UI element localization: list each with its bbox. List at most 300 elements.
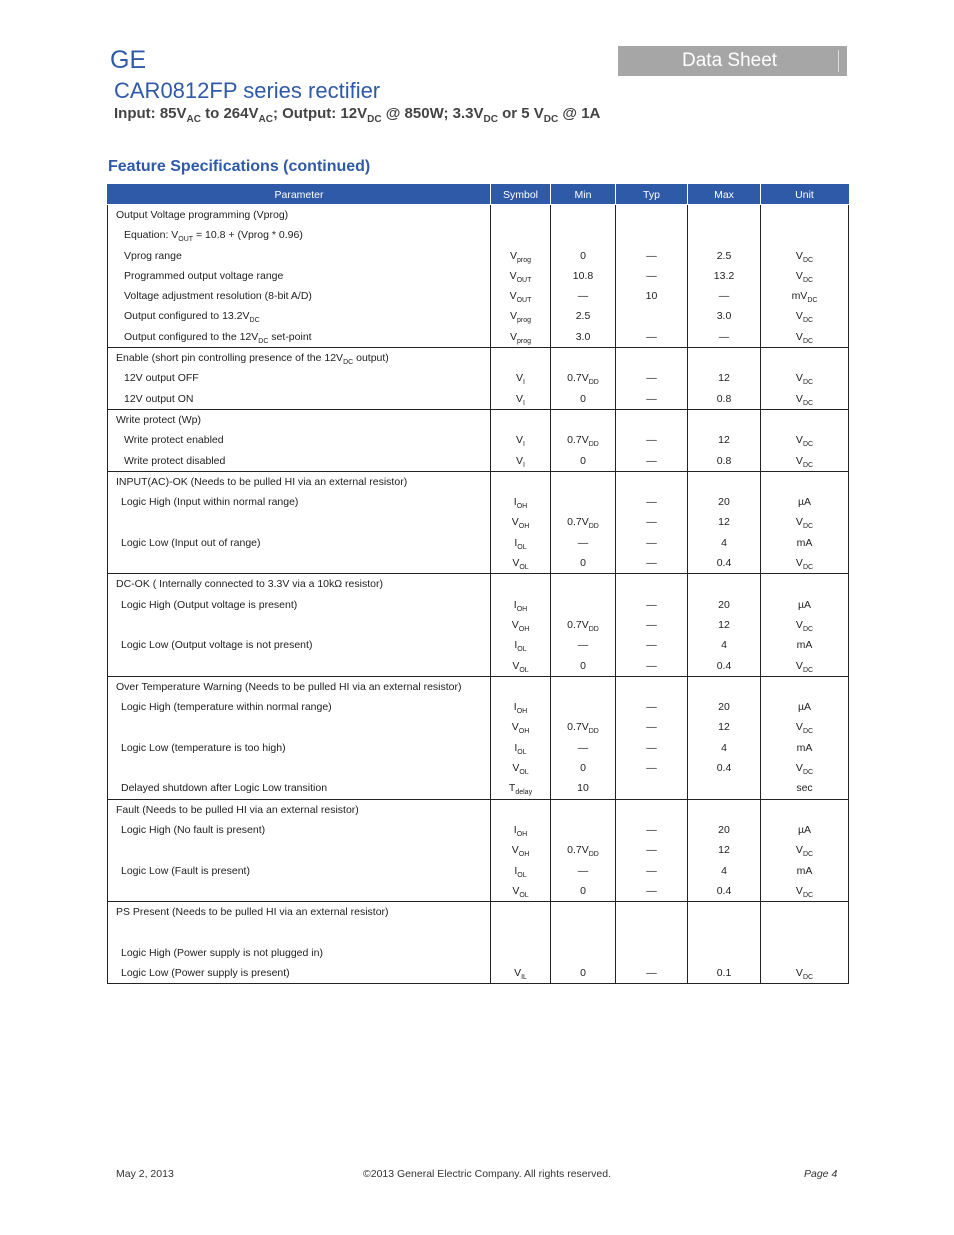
max-value [688,574,760,594]
cell-symbol [491,348,551,410]
cell-symbol [491,676,551,799]
parameter-value: 12V output ON [124,392,194,405]
typ-value: — [646,884,657,897]
parameter-value: Logic Low (Input out of range) [121,536,261,549]
max-value: 0.4 [716,659,732,672]
spec-group [108,902,849,984]
max-value: 20 [718,823,730,836]
symbol-value: $I_{OH}$ [513,823,528,838]
min-value: — [577,639,589,652]
parameter-value [108,512,490,532]
symbol-value [491,902,550,922]
symbol-value [491,677,550,697]
parameter-value [108,922,490,942]
col-header-typ: Typ [616,185,688,205]
subtitle-text: @ 1A [558,105,601,122]
max-value: 0.8 [716,392,732,405]
unit-value: $V_{DC}$ [795,454,814,469]
cell-max [688,676,761,799]
parameter-value: Equation: $V_{OUT} = 10.8$ + (Vprog * 0.96) [124,229,303,244]
parameter-value: Write protect (Wp) [116,413,201,426]
max-value: 4 [721,741,727,754]
unit-value [761,800,848,820]
subtitle-subscript: AC [186,114,201,125]
cell-unit [761,902,849,984]
max-value [688,410,760,430]
min-value: $0.7V_{DD}$ [567,618,599,634]
typ-value [616,225,687,245]
max-value [688,225,760,245]
typ-value: — [646,372,657,385]
cell-typ [616,799,688,901]
table-row [108,348,849,410]
symbol-value [491,348,550,368]
cell-typ [616,471,688,573]
typ-value [616,205,687,225]
cell-min [551,205,616,348]
col-header-max: Max [688,185,761,205]
cell-unit [761,574,849,676]
typ-value: — [646,966,657,979]
min-value: — [577,290,589,303]
cell-unit [761,799,849,901]
min-value: 0 [580,884,586,897]
min-value: 10.8 [572,269,594,282]
table-row [108,574,849,676]
footer-page-number: Page 4 [804,1168,838,1180]
parameter-value: Write protect enabled [124,434,224,447]
cell-parameter [108,799,491,901]
unit-value: $V_{DC}$ [795,557,814,572]
symbol-value [491,943,550,963]
symbol-value: $V_{OH}$ [511,516,530,531]
min-value: 0 [580,249,586,262]
max-value [688,205,760,225]
spec-group [108,205,849,348]
table-row [108,205,849,348]
spec-group [108,574,849,676]
symbol-value: $V_{prog}$ [509,249,532,264]
symbol-value [491,205,550,225]
min-value [551,205,615,225]
unit-value: $V_{DC}$ [795,372,814,387]
parameter-value: DC-OK ( Internally connected to 3.3V via a 10kΩ resistor) [116,578,383,591]
typ-value: — [646,434,657,447]
cell-typ [616,348,688,410]
subtitle-subscript: DC [367,114,382,125]
cell-unit [761,471,849,573]
ge-logo: GE [110,46,147,74]
section-title: Feature Specifications (continued) [108,158,371,175]
parameter-value: Logic Low (Power supply is present) [121,966,290,979]
cell-parameter [108,348,491,410]
parameter-value [108,840,490,860]
parameter-value: Output configured to the $12V_{DC}$ set-point [124,330,312,345]
cell-min [551,348,616,410]
cell-typ [616,574,688,676]
symbol-value: $V_{OUT}$ [509,269,532,284]
typ-value: — [646,844,657,857]
symbol-value: $I_{OL}$ [514,536,527,551]
max-value: 12 [718,618,730,631]
unit-value: $V_{DC}$ [795,392,814,407]
min-value: $0.7V_{DD}$ [567,516,599,531]
max-value: 0.1 [716,966,732,979]
symbol-value: $V_I$ [516,434,525,449]
min-value: 0 [580,659,586,672]
min-value [551,697,615,717]
unit-value [761,225,848,245]
symbol-value: $I_{OH}$ [513,701,528,716]
unit-value [761,348,848,368]
parameter-value: Fault (Needs to be pulled HI via an external resistor) [116,803,359,816]
symbol-value: $V_{OL}$ [512,557,529,572]
min-value: $0.7V_{DD}$ [567,434,599,449]
unit-value: $mV_{DC}$ [791,290,818,305]
max-value: 0.4 [716,884,732,897]
cell-parameter [108,471,491,573]
unit-value: µA [797,496,812,509]
parameter-value: Voltage adjustment resolution (8-bit A/D) [124,290,312,303]
max-value: 0.4 [716,557,732,570]
max-value: 12 [718,434,730,447]
unit-value: $V_{DC}$ [795,249,814,264]
max-value: 3.0 [716,310,732,323]
parameter-value [108,758,490,778]
col-header-symbol: Symbol [491,185,551,205]
max-value: 20 [718,701,730,714]
cell-parameter [108,205,491,348]
data-sheet-label: Data Sheet [682,50,778,71]
parameter-value: Logic Low (Fault is present) [121,864,250,877]
unit-value [761,472,848,492]
typ-value: — [646,823,657,836]
symbol-value: $V_I$ [516,392,525,407]
table-header-row [108,185,849,205]
symbol-value [491,574,550,594]
subtitle-text: @ 850W; 3.3V [381,105,484,122]
parameter-value [108,553,490,573]
parameter-value [108,717,490,737]
unit-value: mA [796,864,813,877]
typ-value [616,472,687,492]
symbol-value [491,800,550,820]
typ-value: — [646,741,657,754]
max-value [688,348,760,368]
cell-max [688,348,761,410]
max-value: 2.5 [716,249,732,262]
spec-group [108,676,849,799]
typ-value: — [646,598,657,611]
min-value: — [577,864,589,877]
typ-value: — [646,330,657,343]
cell-unit [761,409,849,471]
parameter-value: Logic High (temperature within normal range) [121,701,332,714]
parameter-value: Enable (short pin controlling presence of the $12V_{DC}$ output) [116,352,389,367]
cell-min [551,676,616,799]
parameter-value: Output Voltage programming (Vprog) [116,209,289,221]
min-value: 0 [580,762,586,775]
min-value: 3.0 [575,330,591,343]
unit-value: $V_{DC}$ [795,762,814,777]
min-value [551,922,615,942]
cell-parameter [108,676,491,799]
cell-typ [616,902,688,984]
symbol-value: $V_{prog}$ [509,310,532,325]
typ-value: — [646,496,657,509]
min-value: $0.7V_{DD}$ [567,372,599,387]
parameter-value: Write protect disabled [124,454,226,467]
document-title: CAR0812FP series rectifier [114,78,381,103]
table-row [108,799,849,901]
typ-value: — [646,516,657,529]
typ-value [616,922,687,942]
cell-symbol [491,902,551,984]
unit-value: $V_{DC}$ [795,659,814,674]
unit-value: $V_{DC}$ [795,844,814,859]
cell-max [688,205,761,348]
min-value: 10 [577,782,589,795]
cell-min [551,409,616,471]
cell-symbol [491,409,551,471]
symbol-value: $V_I$ [516,454,525,469]
unit-value: $V_{DC}$ [795,310,814,325]
max-value: — [718,330,730,343]
subtitle-text: to 264V [200,105,259,122]
min-value [551,472,615,492]
min-value [551,902,615,922]
typ-value: 10 [645,290,658,303]
symbol-value: $V_{OH}$ [511,721,530,736]
unit-value: $V_{DC}$ [795,884,814,899]
cell-max [688,574,761,676]
badge-divider [838,50,839,72]
max-value [688,677,760,697]
subtitle-subscript: DC [483,114,498,125]
typ-value: — [646,618,657,631]
unit-value [761,205,848,225]
cell-max [688,902,761,984]
min-value: $0.7V_{DD}$ [567,721,599,736]
col-header-unit: Unit [761,185,849,205]
typ-value: — [646,639,657,652]
typ-value: — [646,701,657,714]
cell-max [688,799,761,901]
min-value [551,574,615,594]
subtitle-text: Input: 85V [114,105,187,122]
parameter-value: Logic High (Power supply is not plugged in) [121,946,323,959]
symbol-value [491,472,550,492]
typ-value: — [646,659,657,672]
col-header-min: Min [551,185,616,205]
unit-value [761,677,848,697]
unit-value: mA [796,741,813,754]
symbol-value: $V_I$ [516,372,525,387]
unit-value: mA [796,639,813,652]
parameter-value: Output configured to $13.2V_{DC}$ [124,310,260,325]
unit-value [761,902,848,922]
parameter-value: Programmed output voltage range [124,269,284,282]
cell-symbol [491,471,551,573]
subtitle-text: ; Output: 12V [272,105,368,122]
spec-group [108,348,849,410]
cell-parameter [108,574,491,676]
unit-value: $V_{DC}$ [795,434,814,449]
min-value [551,595,615,615]
max-value: 4 [721,536,727,549]
symbol-value: $V_{OUT}$ [509,290,532,305]
data-sheet-badge [618,46,847,76]
cell-symbol [491,205,551,348]
parameter-value: Delayed shutdown after Logic Low transition [121,782,328,795]
cell-typ [616,205,688,348]
cell-typ [616,676,688,799]
max-value: 12 [718,721,730,734]
subtitle-subscript: AC [258,114,273,125]
cell-unit [761,348,849,410]
cell-typ [616,409,688,471]
parameter-value: INPUT(AC)-OK (Needs to be pulled HI via an external resistor) [116,475,408,488]
typ-value: — [646,762,657,775]
spec-group [108,409,849,471]
parameter-value [108,656,490,676]
cell-parameter [108,902,491,984]
min-value: 0 [580,557,586,570]
typ-value [616,574,687,594]
symbol-value: $V_{IL}$ [514,966,527,982]
unit-value: µA [797,598,812,611]
cell-symbol [491,574,551,676]
parameter-value: Logic High (Output voltage is present) [121,598,298,611]
min-value: — [577,536,589,549]
cell-min [551,799,616,901]
parameter-value: Logic High (Input within normal range) [121,496,299,509]
min-value [551,225,615,245]
typ-value: — [646,269,657,282]
symbol-value: $I_{OH}$ [513,598,528,613]
unit-value: $V_{DC}$ [795,516,814,531]
typ-value: — [646,249,657,262]
cell-unit [761,676,849,799]
unit-value: mA [796,536,813,549]
symbol-value: $I_{OL}$ [514,741,527,756]
parameter-value: PS Present (Needs to be pulled HI via an external resistor) [116,906,389,919]
max-value: 0.4 [716,762,732,775]
table-row [108,676,849,799]
typ-value [616,306,687,326]
max-value: — [718,290,730,303]
table-row [108,471,849,573]
typ-value [616,410,687,430]
min-value: 0 [580,454,586,467]
cell-max [688,409,761,471]
unit-value: $V_{DC}$ [795,330,814,345]
cell-min [551,902,616,984]
symbol-value: $V_{OL}$ [512,884,529,899]
max-value [688,800,760,820]
typ-value [616,902,687,922]
typ-value [616,677,687,697]
min-value [551,800,615,820]
parameter-value: 12V output OFF [124,372,199,385]
max-value [688,922,760,942]
typ-value [616,778,687,798]
max-value: 20 [718,496,730,509]
unit-value [761,943,848,963]
spec-group [108,799,849,901]
subtitle-subscript: DC [543,114,559,125]
cell-min [551,471,616,573]
unit-value [761,574,848,594]
unit-value: $V_{DC}$ [795,966,814,982]
max-value [688,472,760,492]
parameter-value: Logic High (No fault is present) [121,823,266,836]
col-header-parameter: Parameter [108,185,491,205]
max-value: 4 [721,864,727,877]
unit-value: sec [796,782,813,795]
min-value [551,943,615,963]
cell-symbol [491,799,551,901]
table-row [108,409,849,471]
symbol-value: $V_{prog}$ [509,330,532,345]
min-value: 0 [580,966,586,979]
symbol-value: $V_{OH}$ [511,844,530,859]
typ-value: — [646,536,657,549]
min-value: 2.5 [575,310,591,323]
parameter-value [108,881,490,901]
unit-value [761,922,848,942]
max-value [688,778,760,798]
parameter-value [108,615,490,635]
unit-value [761,410,848,430]
symbol-value: $V_{OL}$ [512,659,529,674]
typ-value [616,800,687,820]
cell-min [551,574,616,676]
cell-unit [761,205,849,348]
parameter-value: Logic Low (temperature is too high) [121,741,286,754]
min-value [551,492,615,512]
typ-value: — [646,392,657,405]
symbol-value: $V_{OH}$ [511,618,530,634]
parameter-value: Logic Low (Output voltage is not present) [121,639,313,652]
min-value: — [577,741,589,754]
symbol-value: $V_{OL}$ [512,762,529,777]
max-value: 0.8 [716,454,732,467]
cell-parameter [108,409,491,471]
min-value: 0 [580,392,586,405]
max-value: 12 [718,844,730,857]
typ-value: — [646,721,657,734]
symbol-value: $I_{OL}$ [514,864,527,879]
table-row [108,902,849,984]
max-value [688,943,760,963]
document-subtitle [114,105,600,125]
min-value [551,410,615,430]
typ-value: — [646,454,657,467]
symbol-value [491,410,550,430]
parameter-value: Vprog range [124,249,182,262]
max-value: 13.2 [713,269,735,282]
symbol-value [491,922,550,942]
typ-value [616,348,687,368]
unit-value: $V_{DC}$ [795,618,814,634]
symbol-value: $T_{delay}$ [508,782,533,797]
min-value [551,820,615,840]
max-value: 20 [718,598,730,611]
symbol-value: $I_{OH}$ [513,496,528,511]
parameter-value: Over Temperature Warning (Needs to be pulled HI via an external resistor) [116,680,462,693]
subtitle-text: or 5 V [497,105,544,122]
